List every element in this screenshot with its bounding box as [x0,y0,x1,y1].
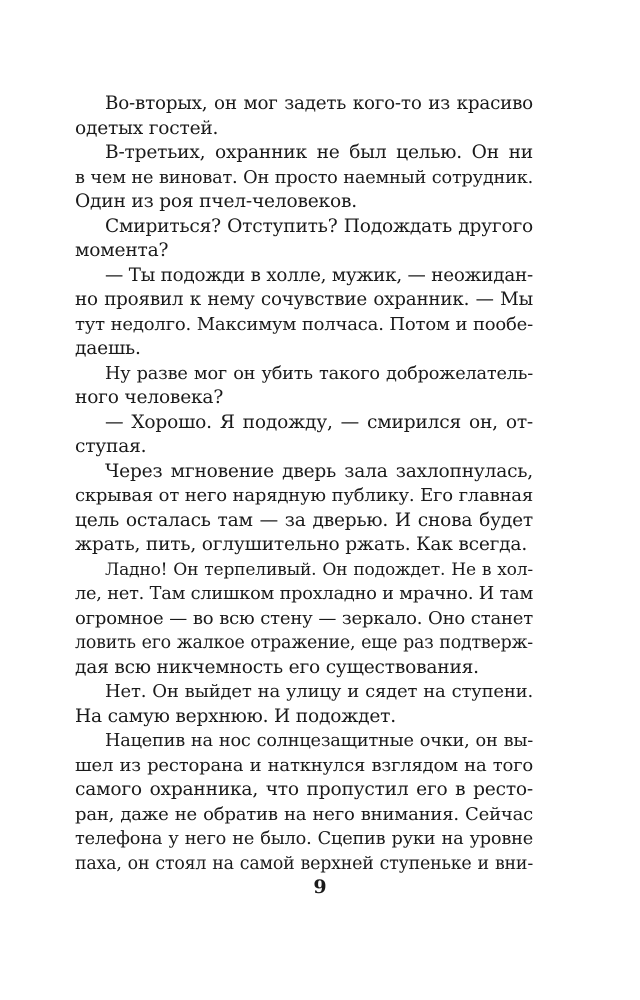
text-line: даешь. [75,338,141,359]
text-line: ле, нет. Там слишком прохладно и мрачно. И там [75,584,533,604]
text-line: жрать, пить, оглушительно ржать. Как всегда. [75,534,528,555]
text-line: На самую верхнюю. И подождет. [75,705,396,727]
text-line: ступая. [75,436,147,457]
text-line: телефона у него не было. Сцепив руки на уровне [75,829,533,849]
text-line: Смириться? Отступить? Подождать другого [105,215,533,237]
text-line: — Хорошо. Я подожду, — смирился он, от- [105,411,533,433]
text-line: цель осталась там — за дверью. И снова будет [75,509,533,531]
text-line: шел из ресторана и наткнулся взглядом на того [75,754,533,776]
text-line: Через мгновение дверь зала захлопнулась, [105,460,533,482]
text-line: тут недолго. Максимум полчаса. Потом и пообе- [75,313,533,335]
text-line: момента? [75,240,169,261]
text-line: одетых гостей. [75,117,219,139]
text-line: — Ты подожди в холле, мужик, — неожидан- [105,264,533,286]
text-line: ловить его жалкое отражение, еще раз подтверж- [75,633,533,653]
text-line: в чем не виноват. Он просто наемный сотрудник. [75,167,533,188]
text-line: Ладно! Он терпеливый. Он подождет. Не в хол- [105,559,533,580]
text-line: огромное — во всю стену — зеркало. Оно станет [75,607,533,629]
text-line: Нет. Он выйдет на улицу и сядет на ступени. [105,681,533,702]
text-line: дая всю никчемность его существования. [75,656,479,678]
text-line: ран, даже не обратив на него внимания. Сейчас [75,803,533,825]
text-line: Нацепив на нос солнцезащитные очки, он вы- [105,731,533,751]
body-text [75,92,533,876]
text-line: скрывая от него нарядную публику. Его главная [75,485,533,506]
text-line: ного человека? [75,387,224,408]
text-line: но проявил к нему сочувствие охранник. — Мы [75,289,533,310]
text-line: Один из роя пчел-человеков. [75,191,357,212]
text-line: В-третьих, охранник не был целью. Он ни [105,142,533,163]
text-line: Во-вторых, он мог задеть кого-то из красиво [105,93,533,114]
text-line: самого охранника, что пропустил его в ресто- [75,779,533,800]
text-line: паха, он стоял на самой верхней ступеньке и вни- [75,853,533,874]
page-number: 9 [313,876,327,898]
text-line: Ну разве мог он убить такого доброжелатель- [105,363,533,384]
